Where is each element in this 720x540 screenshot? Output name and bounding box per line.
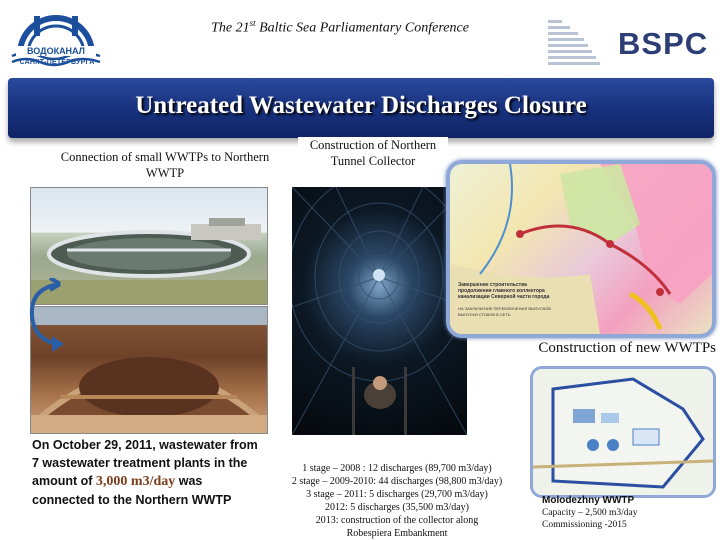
svg-text:продолжения главного коллектор: продолжения главного коллектора (458, 288, 545, 294)
tunnel-collector-label: Construction of Northern Tunnel Collector (298, 137, 448, 172)
stage-item: 2012: 5 discharges (35,500 m3/day) (325, 502, 469, 513)
molodezhny-name: Molodezhny WWTP (542, 495, 635, 506)
connection-description: On October 29, 2011, wastewater from 7 wastewater treatment plants in the amount of 3,000 m3/day was connected to the Northern WWTP (32, 438, 258, 507)
stage-item: 2 stage – 2009-2010: 44 discharges (98,800 m3/day) (291, 476, 503, 487)
molodezhny-capacity: Capacity – 2,500 m3/day (542, 508, 638, 518)
connection-arrow-icon (20, 278, 80, 358)
molodezhny-info (542, 494, 712, 532)
stage-item: Robespiera Embankment (346, 528, 448, 539)
capacity-highlight: 3,000 m3/day (95, 474, 176, 489)
new-wwtps-label: Construction of new WWTPs (538, 340, 716, 356)
svg-text:НА ЗАКЛЮЧЕНИЕ ПЕРЕКЛЮЧЕНИЯ ВЫП: НА ЗАКЛЮЧЕНИЕ ПЕРЕКЛЮЧЕНИЯ ВЫПУСКОВ (458, 306, 551, 311)
vodokanal-logo-subtext: САНКТ-ПЕТЕРБУРГА (19, 59, 95, 66)
molodezhny-layout-plan (530, 366, 716, 498)
stages-list (272, 462, 522, 540)
svg-text:ВЫПУСКИ СТОКОВ В СЕТЬ: ВЫПУСКИ СТОКОВ В СЕТЬ (458, 312, 511, 317)
svg-text:канализации Северной части гор: канализации Северной части города (458, 294, 550, 300)
small-wwtps-label: Connection of small WWTPs to Northern WWTP (60, 150, 270, 180)
svg-text:Завершение строительства: Завершение строительства (458, 282, 527, 288)
stage-item: 3 stage – 2011: 5 discharges (29,700 m3/day) (306, 489, 488, 500)
bspc-logo-text: BSPC (618, 26, 709, 61)
vodokanal-logo-text: ВОДОКАНАЛ (27, 46, 85, 56)
stage-item: 2013: construction of the collector along (315, 515, 479, 526)
slide-title: Untreated Wastewater Discharges Closure (135, 92, 587, 119)
tunnel-route-map (446, 160, 716, 338)
molodezhny-commissioning: Commissioning -2015 (542, 520, 627, 531)
conference-title: The 21st Baltic Sea Parliamentary Conference (211, 18, 469, 36)
stage-item: 1 stage – 2008 : 12 discharges (89,700 m3/day) (302, 463, 492, 474)
tunnel-collector-photo (292, 187, 467, 435)
